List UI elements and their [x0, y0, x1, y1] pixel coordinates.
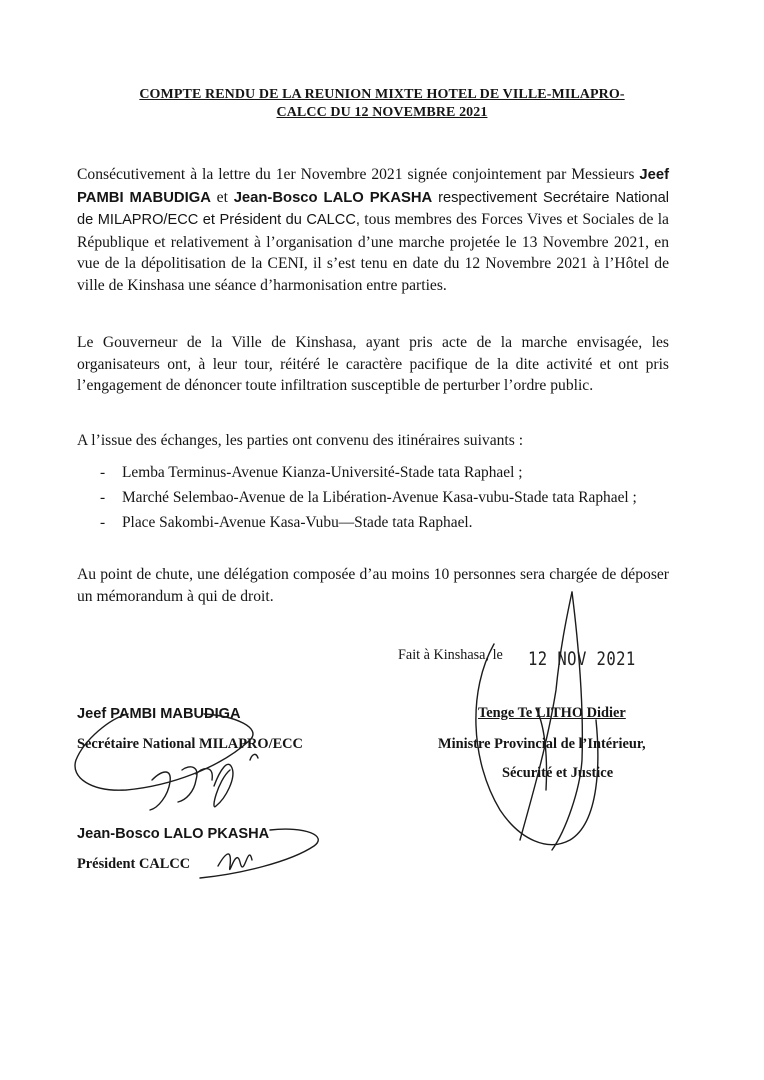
bullet-dash: - — [100, 489, 106, 506]
intro-and: et — [210, 188, 234, 206]
paragraph-delegation: Au point de chute, une délégation composée d’au moins 10 personnes sera chargée de déposer un mémorandum à qui de droit. — [77, 566, 669, 605]
signatory-2-role: Président CALCC — [77, 856, 191, 872]
intro-text: Consécutivement à la lettre du 1er Novembre 2021 signée conjointement par Messieurs — [77, 166, 640, 183]
signature-2-stroke — [218, 854, 252, 870]
itinerary-item — [100, 487, 670, 508]
title-line-2: CALCC DU 12 NOVEMBRE 2021 — [276, 105, 488, 120]
signature-1-stroke — [150, 772, 170, 810]
title-line-1: COMPTE RENDU DE LA REUNION MIXTE HOTEL DE VILLE-MILAPRO- — [139, 87, 625, 102]
signatory-2-name: Jean-Bosco LALO PKASHA — [77, 826, 270, 842]
bullet-dash: - — [100, 514, 106, 531]
intro-name-1: Jeef PAMBI MABUDIGA — [77, 167, 669, 206]
place-date-label: Fait à Kinshasa, le — [398, 647, 503, 663]
signatory-1-role: Secrétaire National MILAPRO/ECC — [77, 736, 303, 752]
date-stamp: 12 NOV 2021 — [528, 648, 636, 670]
paragraph-intro — [77, 164, 669, 296]
signatory-3-role-line-1: Ministre Provincial de l’Intérieur, — [438, 736, 646, 752]
itinerary-item — [100, 462, 670, 483]
document-title — [60, 86, 704, 122]
intro-name-2: Jean-Bosco LALO PKASHA — [233, 189, 433, 206]
signature-1-stroke — [178, 767, 212, 802]
signatory-3-name: Tenge Te LITHO Didier — [478, 705, 626, 721]
signatory-1-name: Jeef PAMBI MABUDIGA — [77, 706, 241, 722]
signatory-3-role-line-2: Sécurité et Justice — [502, 765, 614, 781]
paragraph-itineraries-intro: A l’issue des échanges, les parties ont convenu des itinéraires suivants : — [77, 432, 524, 449]
bullet-dash: - — [100, 464, 106, 481]
intro-text-cont: tous membres des Forces Vives et Sociales de la République et relativement à l’organisation d’une marche projetée le 13 Novembre 2021, en vue de la dépolitisation de la CENI, il s’est tenu en date du 12 Novembre 2021 à l’Hôtel de ville de Kinshasa une séance d’harmonisation entre parties. — [77, 211, 669, 294]
itinerary-text: Marché Selembao-Avenue de la Libération-Avenue Kasa-vubu-Stade tata Raphael ; — [122, 489, 637, 506]
signature-1-stroke — [214, 764, 233, 806]
signature-1-stroke — [250, 754, 258, 760]
itinerary-text: Lemba Terminus-Avenue Kianza-Université-Stade tata Raphael ; — [122, 464, 523, 481]
itinerary-item — [100, 512, 670, 533]
paragraph-governor: Le Gouverneur de la Ville de Kinshasa, ayant pris acte de la marche envisagée, les organisateurs ont, à leur tour, réitéré le caractère pacifique de la dite activité et ont pris l’engagement de dénoncer toute infiltration susceptible de perturber l’ordre public. — [77, 334, 669, 394]
itinerary-list — [100, 462, 670, 533]
intro-roles: respectivement Secrétaire National de MILAPRO/ECC et Président du CALCC, — [77, 189, 669, 228]
itinerary-text: Place Sakombi-Avenue Kasa-Vubu—Stade tata Raphael. — [122, 514, 473, 531]
